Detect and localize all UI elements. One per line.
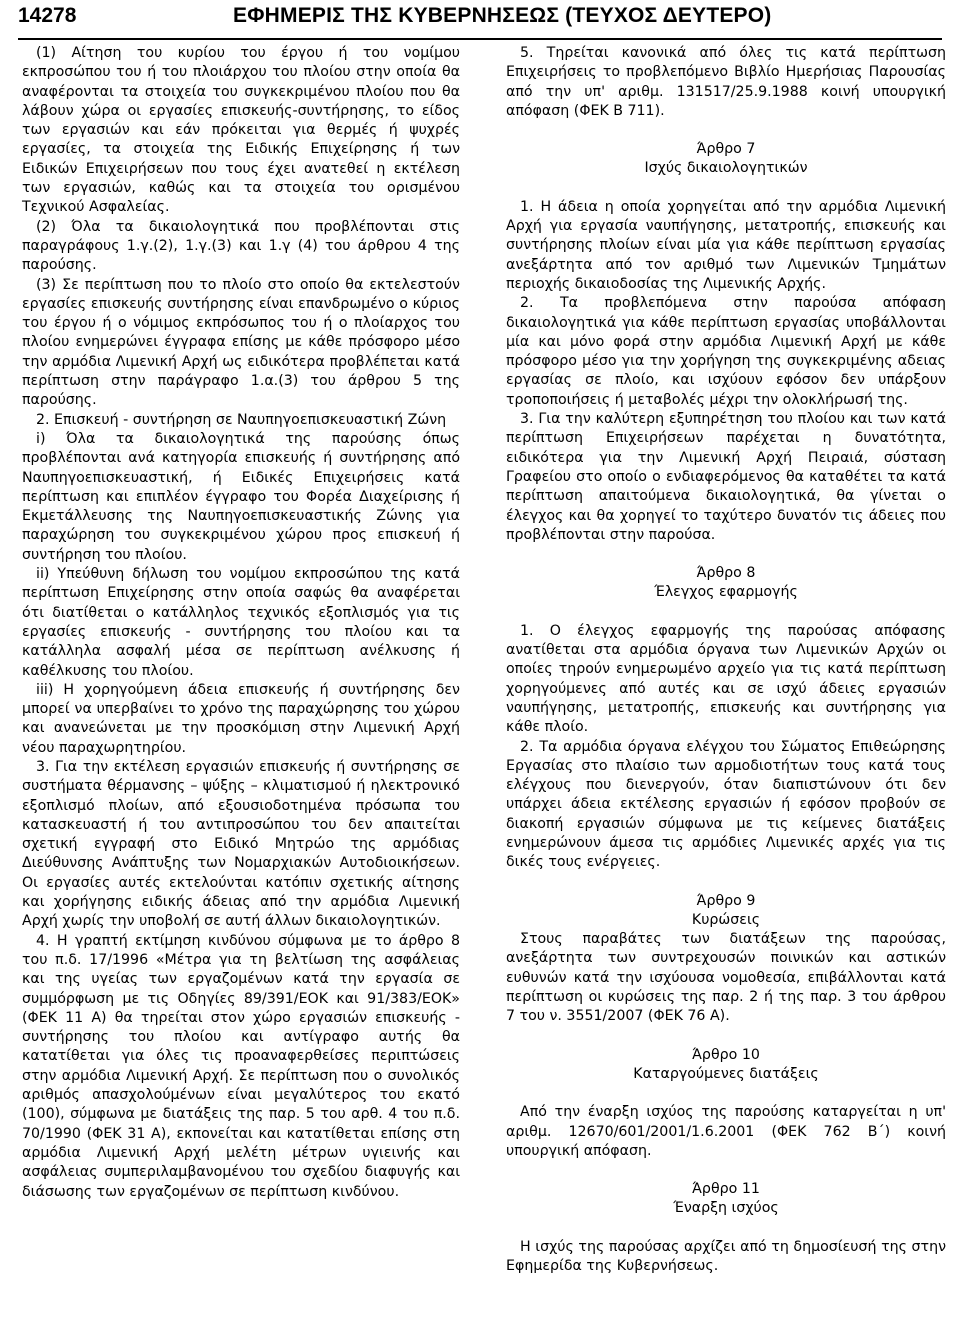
- spacer: [506, 545, 946, 564]
- paragraph: Η ισχύς της παρούσας αρχίζει από τη δημοσίευσή της στην Εφημερίδα της Κυβερνήσεως.: [506, 1238, 946, 1275]
- article-10-subtitle: Καταργούμενες διατάξεις: [633, 1065, 819, 1082]
- paragraph: (2) Όλα τα δικαιολογητικά που προβλέπονται στις παραγράφους 1.γ.(2), 1.γ.(3) και 1.γ (4) του άρθρου 4 της παρούσης.: [22, 218, 460, 274]
- right-column: [506, 44, 946, 1276]
- paragraph: i) Όλα τα δικαιολογητικά της παρούσης όπως προβλέπονται ανά κατηγορία επισκευής ή συντήρησης από Ναυπηγοεπισκευαστική, ή Ειδικές Επιχειρήσεις κατά περίπτωση και επιπλέον έγγραφο του Φορέα Διαχείρισης ή Εκμετάλλευσης της Ναυπηγοεπισκευαστικής Ζώνης για παραχώρηση του συγκεκριμένου χώρου προς επισκευή ή συντήρηση του πλοίου.: [22, 430, 460, 563]
- article-8-title: Άρθρο 8: [696, 565, 756, 582]
- paragraph: iii) Η χορηγούμενη άδεια επισκευής ή συντήρησης δεν μπορεί να υπερβαίνει το χρόνο της παραχώρησης του χώρου και ανανεώνεται με την προσκόμιση στην Λιμενική Αρχή νέου παραχωρητηρίου.: [22, 681, 460, 756]
- paragraph: Στους παραβάτες των διατάξεων της παρούσας, ανεξάρτητα των συντρεχουσών ποινικών και αστικών ευθυνών κατά την ισχύουσα νομοθεσία, επιβάλλονται κατά περίπτωση οι κυρώσεις της παρ. 2 ή της παρ. 3 του άρθρου 7 του ν. 3551/2007 (ΦΕΚ 76 Α).: [506, 931, 946, 1025]
- article-7-subtitle: Ισχύς δικαιολογητικών: [644, 160, 808, 177]
- spacer: [506, 1084, 946, 1103]
- left-column: [22, 44, 460, 1202]
- paragraph: 3. Για την εκτέλεση εργασιών επισκευής ή συντήρησης σε συστήματα θέρμανσης – ψύξης – κλιματισμού ή ηλεκτρονικό εξοπλισμό πλοίων, από εξουσιοδοτημένα πρόσωπα του κατασκευαστή ή του αντιπροσώπου του δεν απαιτείται σχετική εγγραφή στο Ειδικό Μητρώο της αρμόδιας Διεύθυνσης Ανάπτυξης των Νομαρχιακών Αυτοδιοικήσεων. Οι εργασίες αυτές εκτελούνται κατόπιν σχετικής αίτησης και χορήγησης ειδικής άδειας από την αρμόδια Λιμενική Αρχή χωρίς την υποβολή σε αυτή άλλων δικαιολογητικών.: [22, 758, 460, 930]
- article-11-title: Άρθρο 11: [692, 1181, 760, 1198]
- spacer: [506, 1027, 946, 1046]
- article-7-title: Άρθρο 7: [696, 141, 756, 158]
- article-8-subtitle: Έλεγχος εφαρμογής: [654, 584, 798, 601]
- paragraph: Από την έναρξη ισχύος της παρούσης καταργείται η υπ' αριθμ. 12670/601/2001/1.6.2001 (ΦΕΚ 762 Β΄) κοινή υπουργική απόφαση.: [506, 1104, 946, 1159]
- spacer: [506, 1219, 946, 1238]
- spacer: [506, 603, 946, 622]
- paragraph: (3) Σε περίπτωση που το πλοίο στο οποίο θα εκτελεστούν εργασίες επισκευής συντήρησης είναι επανδρωμένο ο κύριος του έργου ή ο νόμιμος εκπρόσωπος του ή ο πλοίαρχος του πλοίου ενημερώνει έγγραφα επίσης με κάθε πρόσφορο μέσο την αρμόδια Λιμενική Αρχή ως ειδικότερα προβλέπεται κατά περίπτωση στην παράγραφο 1.α.(3) του άρθρου 5 της παρούσης.: [22, 276, 460, 409]
- article-9-subtitle: Κυρώσεις: [691, 911, 761, 928]
- paragraph: 4. Η γραπτή εκτίμηση κινδύνου σύμφωνα με το άρθρο 8 του π.δ. 17/1996 «Μέτρα για τη βελτίωση της ασφάλειας και της υγείας των εργαζομένων κατά την εργασία σε συμμόρφωση με τις Οδηγίες 89/391/ΕΟΚ και 91/383/ΕΟΚ» (ΦΕΚ 11 Α) θα τηρείται στον χώρο εργασιών επισκευής - συντήρησης του πλοίου και αντίγραφο αυτής θα κατατίθεται για όλες τις προαναφερθείσες περιπτώσεις στην αρμόδια Λιμενική Αρχή. Σε περίπτωση που ο συνολικός αριθμός απασχολούμένων είναι μεγαλύτερος του εκατό (100), σύμφωνα με διατάξεις της παρ. 5 του αρθ. 4 του π.δ. 70/1990 (ΦΕΚ 31 Α), εκπονείται και κατατίθεται επίσης στη αρμόδια Λιμενική Αρχή μελέτη μέτρων υγιεινής και ασφάλειας συμπεριλαμβανομένου του σχεδίου διαφυγής και διάσωσης των εργαζομένων σε περίπτωση κινδύνου.: [22, 932, 460, 1200]
- article-9-title: Άρθρο 9: [696, 892, 756, 909]
- paragraph: 1. Ο έλεγχος εφαρμογής της παρούσας απόφασης ανατίθεται στα αρμόδια όργανα των Λιμενικών Αρχών οι οποίες τηρούν ενημερωμένο αρχείο για τις κατά περίπτωση χορηγούμενες από αυτές και σε ισχύ άδειες εργασιών ναυπήγησης, μετατροπής, επισκευής και συντήρησης για κάθε πλοίο.: [506, 622, 946, 736]
- spacer: [506, 873, 946, 892]
- paragraph: 3. Για την καλύτερη εξυπηρέτηση του πλοίου και των κατά περίπτωση Επιχειρήσεων παρέχεται η δυνατότητα, ειδικότερα για την Λιμενική Αρχή Πειραιά, σύσταση Γραφείου στο οποίο ο ενδιαφερόμενος θα καταθέτει τα κατά περίπτωση απαιτούμενα δικαιολογητικά, θα γίνεται ο έλεγχος και θα χορηγεί το ταχύτερο δυνατόν τις άδειες που προβλέπονται στην παρούσα.: [506, 411, 946, 543]
- paragraph: 2. Τα αρμόδια όργανα ελέγχου του Σώματος Επιθεώρησης Εργασίας στο πλαίσιο των αρμοδιοτήτων τους κατά τους ελέγχους που διενεργούν, όταν διαπιστώνουν ότι δεν υπάρχει άδεια εκτέλεσης εργασιών ή εφόσον προβούν σε διακοπή εργασιών σύμφωνα με τις κείμενες διατάξεις ενημερώνουν άμεσα τις αρμόδιες Λιμενικές αρχές για τις δικές τους ενέργειες.: [506, 738, 946, 871]
- paragraph: 2. Τα προβλεπόμενα στην παρούσα απόφαση δικαιολογητικά για κάθε περίπτωση εργασίας υποβάλλονται μία και μόνο φορά στην αρμόδια Λιμενική Αρχή με κάθε πρόσφορο μέσο για την χορήγηση της συγκεκριμένης αδειας εργασίας σε πλοίο, και ισχύουν εφόσον δεν υπάρξουν τροποποιήσεις ή μεταβολές μέχρι την ολοκλήρωσή της.: [506, 295, 946, 408]
- paragraph: 2. Επισκευή - συντήρηση σε Ναυπηγοεπισκευαστική Ζώνη: [36, 411, 447, 428]
- page-header: [18, 4, 942, 30]
- paragraph: ii) Υπεύθυνη δήλωση του νομίμου εκπροσώπου της κατά περίπτωση Επιχείρησης στην οποία σαφώς θα αναφέρεται ότι διατίθεται ο κατάλληλος τεχνικός εξοπλισμός για τις εργασίες επισκευής - συντήρησης του πλοίου και τα κατάλληλα ασφαλή μέσα σε περίπτωση ανέλκυσης ή καθέλκυσης του πλοίου.: [22, 566, 460, 679]
- gazette-title: ΕΦΗΜΕΡΙΣ ΤΗΣ ΚΥΒΕΡΝΗΣΕΩΣ (ΤΕΥΧΟΣ ΔΕΥΤΕΡΟ): [233, 4, 772, 27]
- article-10-title: Άρθρο 10: [692, 1046, 760, 1063]
- article-11-subtitle: Έναρξη ισχύος: [673, 1200, 779, 1217]
- spacer: [506, 121, 946, 140]
- paragraph: 1. Η άδεια η οποία χορηγείται από την αρμόδια Λιμενική Αρχή για εργασία ναυπήγησης, μετατροπής, επισκευής και συντήρησης πλοίων είναι μία για κάθε περίπτωση εργασίας ανεξάρτητα από τον αριθμό των Λιμενικών Τμημάτων περιοχής δικαιοδοσίας της Λιμενικής Αρχής.: [506, 198, 946, 292]
- spacer: [506, 1161, 946, 1180]
- spacer: [506, 179, 946, 198]
- header-rule: [18, 38, 942, 40]
- page-number: 14278: [18, 4, 77, 27]
- paragraph: (1) Αίτηση του κυρίου του έργου ή του νομίμου εκπροσώπου του ή του πλοιάρχου του πλοίου στην οποία θα αναφέρονται τα στοιχεία του συγκεκριμένου πλοίου που θα λάβουν χώρα οι εργασίες επισκευής-συντήρησης, το είδος των εργασιών και εάν πρόκειται για θερμές ή ψυχρές εργασίες, τα στοιχεία της Ειδικής Επιχείρησης ή των Ειδικών Επιχειρήσεων που τους έχει ανατεθεί η εκτέλεση των εργασιών, καθώς και τα στοιχεία του ορισμένου Τεχνικού Ασφαλείας.: [22, 45, 460, 216]
- paragraph: 5. Τηρείται κανονικά από όλες τις κατά περίπτωση Επιχειρήσεις το προβλεπόμενο Βιβλίο Ημερήσιας Παρουσίας από την υπ' αριθμ. 131517/25.9.1988 κοινή υπουργική απόφαση (ΦΕΚ Β 711).: [506, 45, 946, 119]
